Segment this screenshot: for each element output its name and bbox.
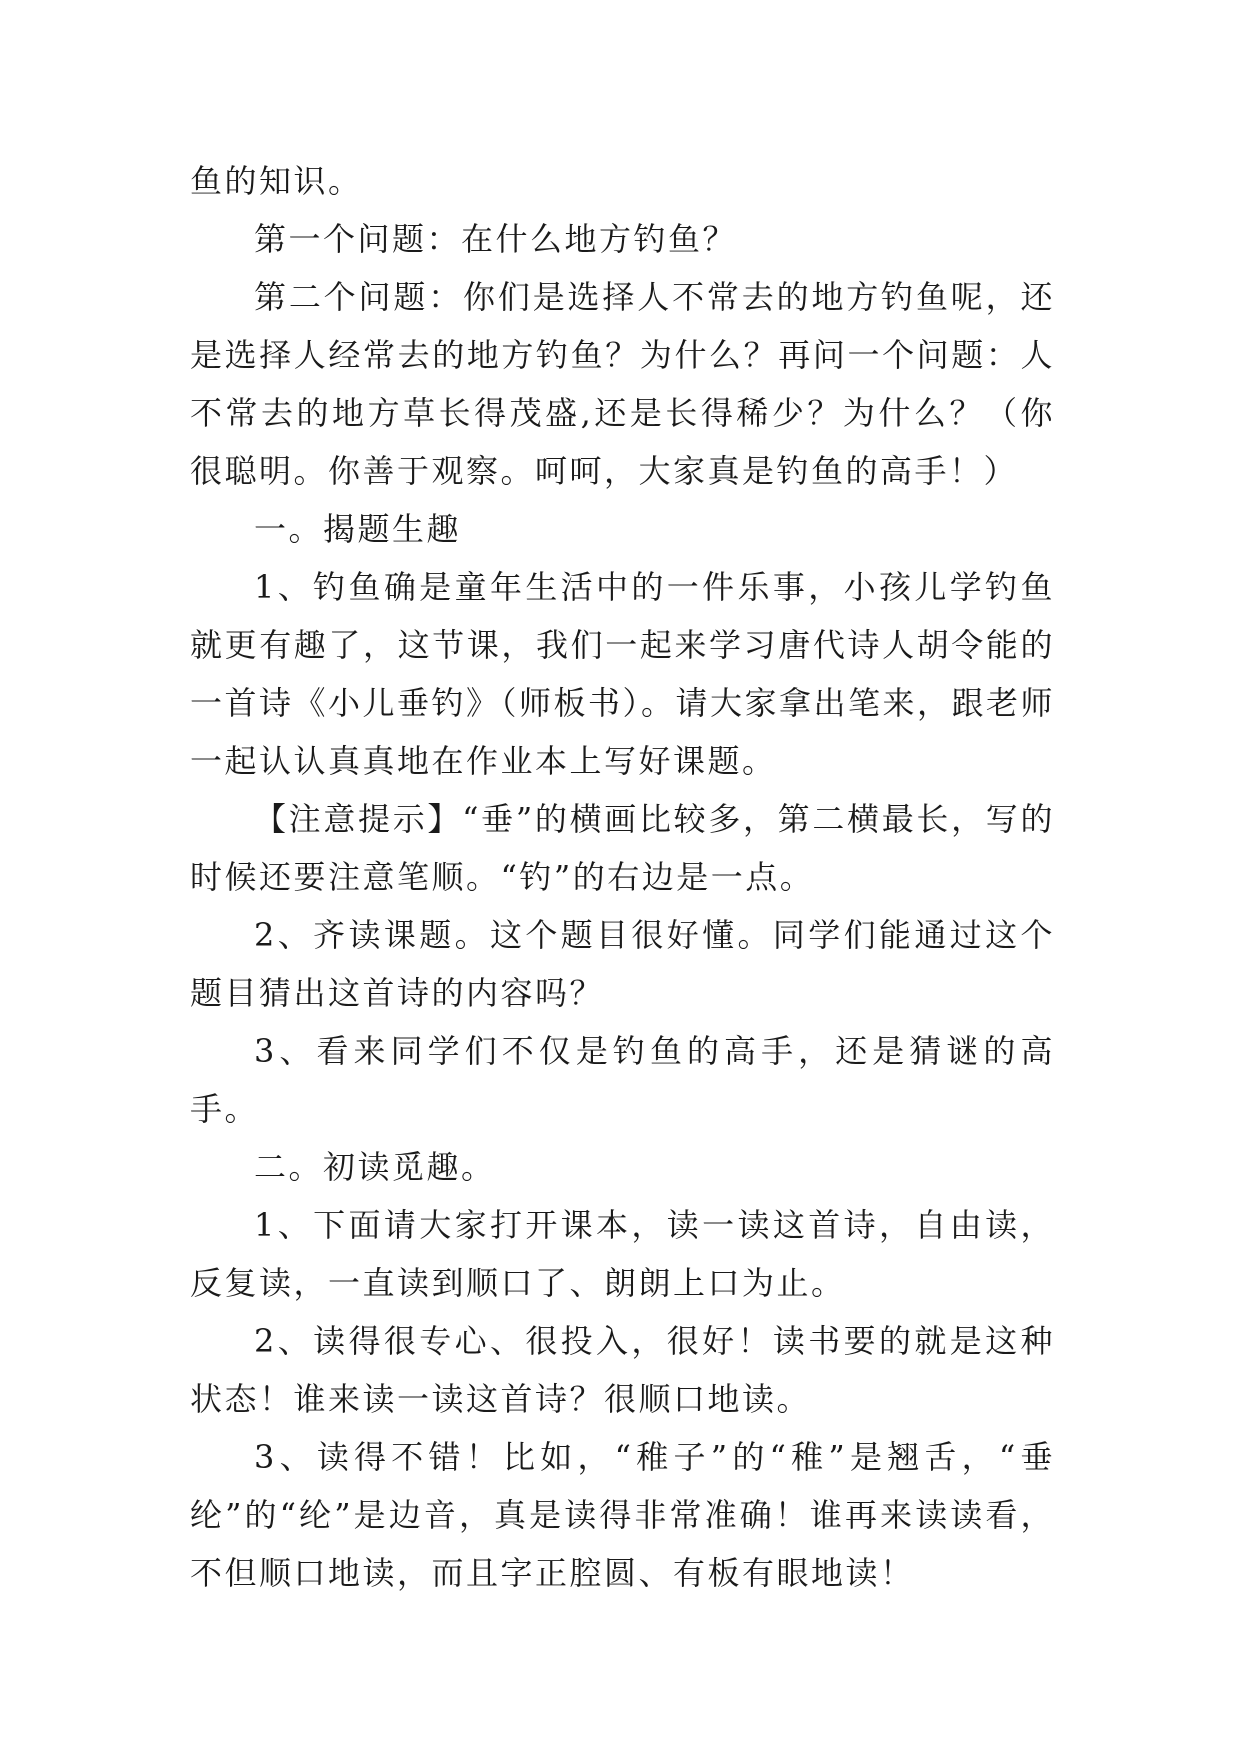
paragraph-step-2-1: 1、下面请大家打开课本，读一读这首诗，自由读，反复读，一直读到顺口了、朗朗上口为止。 — [190, 1206, 1055, 1302]
paragraph-step-2-2: 2、读得很专心、很投入，很好！读书要的就是这种状态！谁来读一读这首诗？很顺口地读。 — [190, 1322, 1055, 1418]
paragraph-step-1-3: 3、看来同学们不仅是钓鱼的高手，还是猜谜的高手。 — [190, 1032, 1055, 1128]
paragraph-continuation: 鱼的知识。 — [190, 162, 363, 200]
section-heading-1: 一。揭题生趣 — [254, 510, 462, 548]
document-body — [190, 152, 1055, 1602]
paragraph-step-1-2: 2、齐读课题。这个题目很好懂。同学们能通过这个题目猜出这首诗的内容吗？ — [190, 916, 1055, 1012]
paragraph-step-2-3: 3、读得不错！比如，“稚子”的“稚”是翘舌，“垂纶”的“纶”是边音，真是读得非常准确！谁再来读读看，不但顺口地读，而且字正腔圆、有板有眼地读！ — [190, 1438, 1055, 1592]
paragraph-step-1-1: 1、钓鱼确是童年生活中的一件乐事，小孩儿学钓鱼就更有趣了，这节课，我们一起来学习唐代诗人胡令能的一首诗《小儿垂钓》（师板书）。请大家拿出笔来，跟老师一起认认真真地在作业本上写好课题。 — [190, 568, 1056, 780]
paragraph-note: 【注意提示】“垂”的横画比较多，第二横最长，写的时候还要注意笔顺。“钓”的右边是一点。 — [190, 800, 1055, 896]
paragraph-question-2: 第二个问题：你们是选择人不常去的地方钓鱼呢，还是选择人经常去的地方钓鱼？为什么？再问一个问题：人不常去的地方草长得茂盛,还是长得稀少？为什么？（你很聪明。你善于观察。呵呵，大家真是钓鱼的高手！） — [190, 278, 1055, 490]
section-heading-2: 二。初读觅趣。 — [254, 1148, 496, 1186]
paragraph-question-1: 第一个问题：在什么地方钓鱼？ — [254, 220, 738, 258]
